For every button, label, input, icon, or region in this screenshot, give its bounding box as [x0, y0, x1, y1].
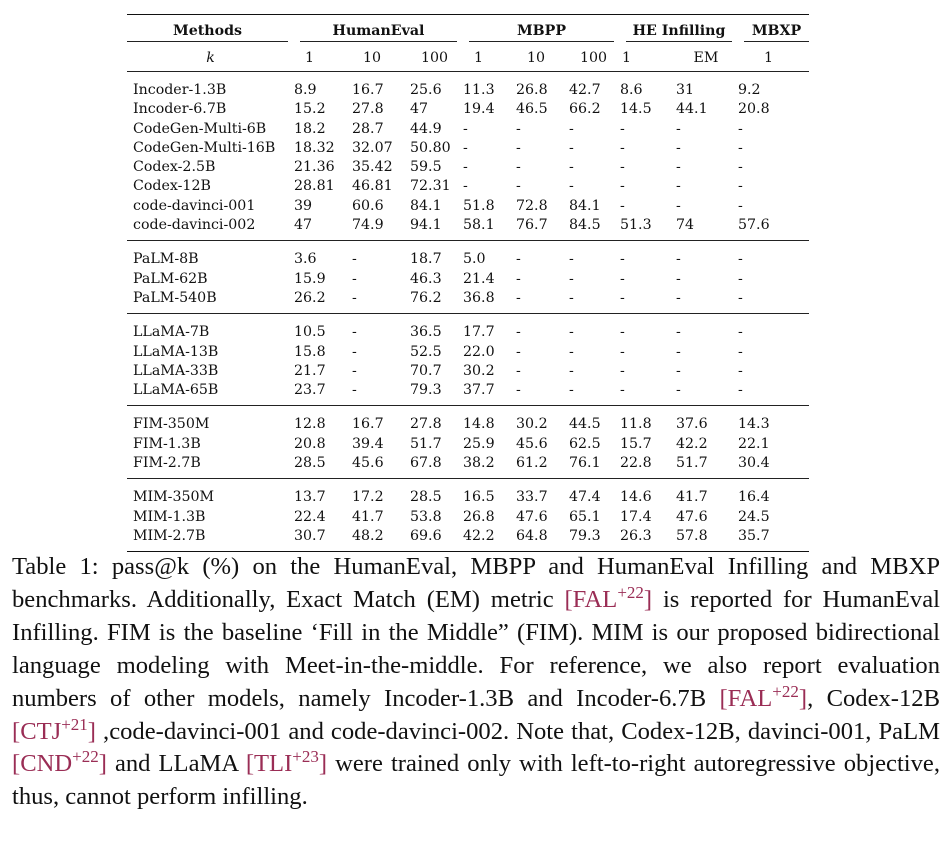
score-cell: 52.5: [410, 343, 442, 360]
score-cell: 46.5: [516, 101, 548, 118]
score-cell: -: [569, 159, 574, 176]
score-cell: -: [569, 178, 574, 195]
score-cell: 16.7: [352, 416, 384, 433]
k-value-4: 10: [527, 50, 546, 67]
score-cell: 46.81: [352, 178, 393, 195]
table-row: [127, 177, 809, 196]
citation-link[interactable]: [CTJ: [12, 717, 62, 745]
score-cell: -: [569, 324, 574, 341]
score-cell: 14.6: [620, 489, 652, 506]
score-cell: 16.4: [738, 489, 770, 506]
score-cell: -: [620, 251, 625, 268]
score-cell: 47: [294, 217, 313, 234]
score-cell: -: [516, 178, 521, 195]
score-cell: 47.4: [569, 489, 601, 506]
score-cell: 59.5: [410, 159, 442, 176]
score-cell: 84.5: [569, 217, 601, 234]
score-cell: 15.2: [294, 101, 326, 118]
score-cell: 41.7: [676, 489, 708, 506]
table-row: [127, 508, 809, 527]
score-cell: 30.2: [463, 362, 495, 379]
score-cell: -: [463, 120, 468, 137]
model-name: FIM-2.7B: [133, 455, 201, 472]
score-cell: -: [352, 343, 357, 360]
score-cell: 67.8: [410, 455, 442, 472]
k-label: k: [206, 50, 215, 67]
table-row: [127, 314, 809, 343]
score-cell: -: [516, 159, 521, 176]
model-name: PaLM-8B: [133, 251, 199, 268]
score-cell: -: [516, 139, 521, 156]
score-cell: -: [569, 120, 574, 137]
citation-link[interactable]: ]: [98, 750, 107, 778]
score-cell: 39: [294, 197, 313, 214]
k-value-3: 1: [474, 50, 484, 67]
score-cell: 35.42: [352, 159, 393, 176]
model-name: CodeGen-Multi-16B: [133, 139, 276, 156]
score-cell: 42.2: [676, 435, 708, 452]
score-cell: -: [620, 120, 625, 137]
score-cell: -: [676, 139, 681, 156]
score-cell: 45.6: [516, 435, 548, 452]
table-row: [127, 479, 809, 508]
citation-link[interactable]: ]: [318, 750, 328, 778]
k-value-0: 1: [305, 50, 315, 67]
caption-text: is reported for HumanEval Infilling. FIM is the baseline ‘Fill in the Middle” (FIM). MIM is our proposed bidirectional language modeling with Meet-in-the-middle. For reference, we also report evaluation numbers of other models, namely Incoder-1.3B and Incoder-6.7B: [12, 585, 940, 712]
score-cell: -: [738, 270, 743, 287]
score-cell: 42.2: [463, 527, 495, 544]
score-cell: 17.4: [620, 508, 652, 525]
score-cell: 51.3: [620, 217, 652, 234]
table-row: [127, 197, 809, 216]
score-cell: 84.1: [410, 197, 442, 214]
score-cell: -: [738, 382, 743, 399]
citation-link[interactable]: ]: [798, 684, 808, 712]
score-cell: 15.9: [294, 270, 326, 287]
k-value-7: EM: [693, 50, 719, 67]
score-cell: 23.7: [294, 382, 326, 399]
score-cell: 15.8: [294, 343, 326, 360]
score-cell: -: [516, 382, 521, 399]
score-cell: 38.2: [463, 455, 495, 472]
score-cell: -: [738, 178, 743, 195]
score-cell: -: [676, 251, 681, 268]
model-name: MIM-2.7B: [133, 527, 206, 544]
model-name: code-davinci-001: [133, 197, 256, 214]
score-cell: 30.2: [516, 416, 548, 433]
score-cell: 76.7: [516, 217, 548, 234]
table-row: [127, 527, 809, 552]
results-table: [127, 14, 809, 552]
table-row: [127, 343, 809, 362]
model-name: FIM-350M: [133, 416, 210, 433]
score-cell: 37.6: [676, 416, 708, 433]
caption-text: were trained only with left-to-right autoregressive objective, thus, cannot perform infilling.: [12, 750, 940, 811]
model-group: [127, 406, 809, 479]
score-cell: 20.8: [294, 435, 326, 452]
score-cell: -: [738, 251, 743, 268]
table-row: [127, 435, 809, 454]
score-cell: 10.5: [294, 324, 326, 341]
model-group: [127, 241, 809, 314]
score-cell: 17.2: [352, 489, 384, 506]
score-cell: 9.2: [738, 82, 761, 98]
score-cell: -: [352, 382, 357, 399]
he-infilling-header: HE Infilling: [620, 15, 738, 48]
table-row: [127, 139, 809, 158]
caption-text: ,code-davinci-001 and code-davinci-002. Note that, Codex-12B, davinci-001, PaLM: [95, 717, 940, 745]
score-cell: 72.31: [410, 178, 451, 195]
score-cell: 14.5: [620, 101, 652, 118]
score-cell: -: [738, 139, 743, 156]
model-name: PaLM-62B: [133, 270, 208, 287]
table-header: [127, 15, 809, 72]
score-cell: 26.3: [620, 527, 652, 544]
score-cell: -: [738, 343, 743, 360]
score-cell: 50.80: [410, 139, 451, 156]
citation-link[interactable]: ]: [87, 717, 96, 745]
model-name: LLaMA-13B: [133, 343, 219, 360]
score-cell: -: [352, 251, 357, 268]
score-cell: 44.5: [569, 416, 601, 433]
score-cell: 31: [676, 82, 695, 98]
score-cell: 26.8: [516, 82, 548, 98]
score-cell: -: [738, 197, 743, 214]
score-cell: -: [676, 159, 681, 176]
score-cell: -: [352, 289, 357, 306]
caption-text: Table 1: pass@k (%) on the HumanEval, MBPP and HumanEval Infilling and MBXP benchmarks. Additionally, Exact Match (EM) metric: [12, 553, 940, 613]
score-cell: -: [676, 197, 681, 214]
citation-link[interactable]: +21: [61, 714, 88, 734]
score-cell: 22.4: [294, 508, 326, 525]
table-caption: [12, 551, 940, 814]
score-cell: 22.1: [738, 435, 770, 452]
score-cell: 51.8: [463, 197, 495, 214]
score-cell: -: [569, 289, 574, 306]
score-cell: -: [352, 324, 357, 341]
score-cell: 26.8: [463, 508, 495, 525]
score-cell: 13.7: [294, 489, 326, 506]
citation-link[interactable]: ]: [643, 585, 653, 613]
score-cell: 94.1: [410, 217, 442, 234]
score-cell: -: [620, 159, 625, 176]
mbxp-header: MBXP: [738, 15, 809, 48]
score-cell: -: [676, 120, 681, 137]
score-cell: 3.6: [294, 251, 317, 268]
model-name: FIM-1.3B: [133, 435, 201, 452]
model-name: code-davinci-002: [133, 217, 256, 234]
score-cell: 22.8: [620, 455, 652, 472]
score-cell: 15.7: [620, 435, 652, 452]
score-cell: 47.6: [516, 508, 548, 525]
score-cell: -: [516, 120, 521, 137]
score-cell: 12.8: [294, 416, 326, 433]
score-cell: 20.8: [738, 101, 770, 118]
score-cell: 57.8: [676, 527, 708, 544]
score-cell: 25.9: [463, 435, 495, 452]
score-cell: 51.7: [410, 435, 442, 452]
score-cell: -: [569, 251, 574, 268]
score-cell: 14.3: [738, 416, 770, 433]
methods-header: Methods: [127, 15, 294, 48]
score-cell: -: [516, 251, 521, 268]
score-cell: 76.1: [569, 455, 601, 472]
score-cell: -: [738, 289, 743, 306]
model-name: PaLM-540B: [133, 289, 217, 306]
table-row: [127, 72, 809, 101]
score-cell: 79.3: [410, 382, 442, 399]
score-cell: 16.5: [463, 489, 495, 506]
score-cell: 21.36: [294, 159, 335, 176]
score-cell: 36.5: [410, 324, 442, 341]
table-row: [127, 120, 809, 139]
score-cell: 47: [410, 101, 429, 118]
score-cell: -: [620, 343, 625, 360]
table-row: [127, 216, 809, 241]
score-cell: -: [569, 343, 574, 360]
score-cell: 37.7: [463, 382, 495, 399]
score-cell: 45.6: [352, 455, 384, 472]
score-cell: -: [620, 178, 625, 195]
score-cell: -: [516, 270, 521, 287]
score-cell: 74: [676, 217, 695, 234]
citation-link[interactable]: +22: [772, 681, 799, 701]
score-cell: 61.2: [516, 455, 548, 472]
score-cell: 39.4: [352, 435, 384, 452]
model-name: LLaMA-33B: [133, 362, 219, 379]
humaneval-header: HumanEval: [294, 15, 463, 48]
model-name: Incoder-6.7B: [133, 101, 227, 118]
k-value-1: 10: [363, 50, 382, 67]
score-cell: -: [738, 120, 743, 137]
model-name: MIM-1.3B: [133, 508, 206, 525]
score-cell: 42.7: [569, 82, 601, 98]
table-row: [127, 270, 809, 289]
score-cell: -: [516, 343, 521, 360]
score-cell: -: [676, 343, 681, 360]
score-cell: -: [463, 178, 468, 195]
score-cell: 14.8: [463, 416, 495, 433]
table-row: [127, 241, 809, 270]
score-cell: -: [352, 362, 357, 379]
score-cell: 41.7: [352, 508, 384, 525]
score-cell: 28.7: [352, 120, 384, 137]
score-cell: 8.6: [620, 82, 643, 98]
score-cell: 28.81: [294, 178, 335, 195]
model-name: Incoder-1.3B: [133, 82, 227, 98]
score-cell: 44.1: [676, 101, 708, 118]
k-value-5: 100: [580, 50, 608, 67]
score-cell: 47.6: [676, 508, 708, 525]
score-cell: 17.7: [463, 324, 495, 341]
score-cell: 79.3: [569, 527, 601, 544]
caption-text: , Codex-12B: [807, 684, 940, 712]
score-cell: -: [569, 270, 574, 287]
score-cell: 25.6: [410, 82, 442, 98]
score-cell: 30.4: [738, 455, 770, 472]
k-value-2: 100: [421, 50, 449, 67]
score-cell: 76.2: [410, 289, 442, 306]
table-row: [127, 406, 809, 435]
score-cell: 65.1: [569, 508, 601, 525]
score-cell: 53.8: [410, 508, 442, 525]
score-cell: 74.9: [352, 217, 384, 234]
score-cell: 44.9: [410, 120, 442, 137]
score-cell: 21.7: [294, 362, 326, 379]
model-name: CodeGen-Multi-6B: [133, 120, 267, 137]
score-cell: -: [516, 289, 521, 306]
citation-link[interactable]: [FAL: [564, 585, 618, 613]
score-cell: 70.7: [410, 362, 442, 379]
score-cell: 48.2: [352, 527, 384, 544]
score-cell: 18.32: [294, 139, 335, 156]
score-cell: 60.6: [352, 197, 384, 214]
score-cell: -: [676, 362, 681, 379]
score-cell: 5.0: [463, 251, 486, 268]
score-cell: 26.2: [294, 289, 326, 306]
score-cell: 28.5: [294, 455, 326, 472]
score-cell: -: [620, 270, 625, 287]
score-cell: -: [620, 382, 625, 399]
table-row: [127, 100, 809, 119]
model-name: Codex-2.5B: [133, 159, 216, 176]
caption-text: and LLaMA: [106, 750, 246, 778]
score-cell: 84.1: [569, 197, 601, 214]
model-name: Codex-12B: [133, 178, 211, 195]
score-cell: -: [352, 270, 357, 287]
score-cell: 11.8: [620, 416, 652, 433]
table-row: [127, 289, 809, 314]
score-cell: 32.07: [352, 139, 393, 156]
score-cell: 62.5: [569, 435, 601, 452]
score-cell: 35.7: [738, 527, 770, 544]
score-cell: 18.2: [294, 120, 326, 137]
model-name: LLaMA-7B: [133, 324, 210, 341]
score-cell: -: [620, 324, 625, 341]
score-cell: -: [738, 159, 743, 176]
score-cell: 46.3: [410, 270, 442, 287]
score-cell: -: [676, 270, 681, 287]
model-group: [127, 72, 809, 241]
score-cell: -: [620, 197, 625, 214]
score-cell: -: [569, 139, 574, 156]
score-cell: -: [676, 324, 681, 341]
table-row: [127, 362, 809, 381]
score-cell: -: [676, 178, 681, 195]
model-group: [127, 314, 809, 406]
score-cell: 19.4: [463, 101, 495, 118]
k-value-8: 1: [764, 50, 774, 67]
score-cell: 27.8: [352, 101, 384, 118]
score-cell: 8.9: [294, 82, 317, 98]
score-cell: -: [620, 289, 625, 306]
score-cell: 36.8: [463, 289, 495, 306]
score-cell: -: [463, 159, 468, 176]
score-cell: 33.7: [516, 489, 548, 506]
citation-link[interactable]: +23: [292, 747, 319, 767]
score-cell: -: [569, 362, 574, 379]
model-group: [127, 479, 809, 552]
k-row: [127, 47, 809, 72]
citation-link[interactable]: [CND: [12, 750, 73, 778]
score-cell: 30.7: [294, 527, 326, 544]
model-name: MIM-350M: [133, 489, 215, 506]
score-cell: 51.7: [676, 455, 708, 472]
score-cell: 69.6: [410, 527, 442, 544]
score-cell: 11.3: [463, 82, 495, 98]
score-cell: 21.4: [463, 270, 495, 287]
score-cell: -: [676, 382, 681, 399]
score-cell: 18.7: [410, 251, 442, 268]
table-row: [127, 454, 809, 479]
score-cell: 16.7: [352, 82, 384, 98]
citation-link[interactable]: [FAL: [719, 684, 773, 712]
score-cell: -: [738, 324, 743, 341]
score-cell: 66.2: [569, 101, 601, 118]
score-cell: 22.0: [463, 343, 495, 360]
table-row: [127, 381, 809, 406]
score-cell: -: [463, 139, 468, 156]
score-cell: -: [738, 362, 743, 379]
score-cell: -: [676, 289, 681, 306]
score-cell: -: [569, 382, 574, 399]
citation-link[interactable]: +22: [617, 582, 644, 602]
score-cell: -: [620, 362, 625, 379]
score-cell: 24.5: [738, 508, 770, 525]
score-cell: 58.1: [463, 217, 495, 234]
score-cell: -: [516, 324, 521, 341]
mbpp-header: MBPP: [463, 15, 620, 48]
score-cell: -: [516, 362, 521, 379]
score-cell: 57.6: [738, 217, 770, 234]
citation-link[interactable]: [TLI: [245, 750, 293, 778]
score-cell: 72.8: [516, 197, 548, 214]
table-row: [127, 158, 809, 177]
score-cell: 64.8: [516, 527, 548, 544]
citation-link[interactable]: +22: [72, 747, 99, 767]
model-name: LLaMA-65B: [133, 382, 219, 399]
score-cell: -: [620, 139, 625, 156]
score-cell: 28.5: [410, 489, 442, 506]
k-value-6: 1: [622, 50, 632, 67]
score-cell: 27.8: [410, 416, 442, 433]
